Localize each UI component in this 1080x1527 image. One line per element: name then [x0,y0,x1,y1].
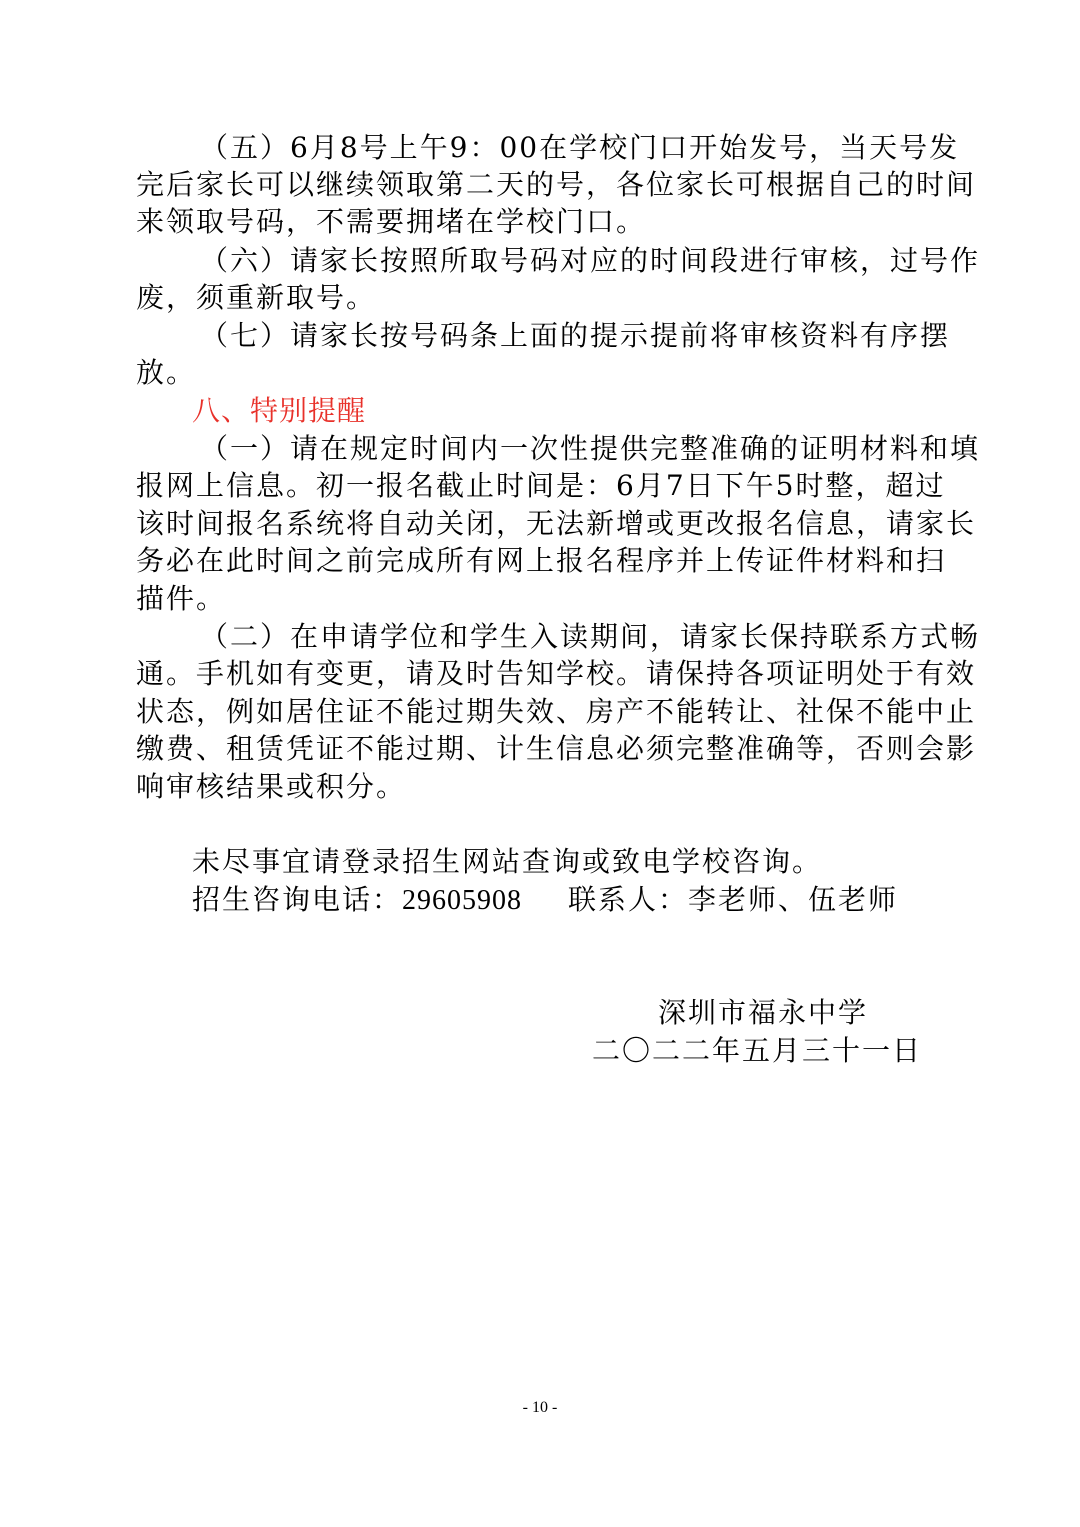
item2-line5: 响审核结果或积分。 [136,770,407,803]
para6-line1: （六）请家长按照所取号码对应的时间段进行审核，过号作 [200,244,981,277]
para5-line3: 来领取号码，不需要拥堵在学校门口。 [136,205,647,238]
signature-date: 二〇二二年五月三十一日 [592,1034,923,1067]
closing-note: 未尽事宜请登录招生网站查询或致电学校咨询。 [192,845,823,878]
item2-line1: （二）在申请学位和学生入读期间，请家长保持联系方式畅 [200,620,981,653]
contact-names: 李老师、伍老师 [688,883,899,916]
item2-line2: 通。手机如有变更，请及时告知学校。请保持各项证明处于有效 [136,657,977,690]
item1-line2: 报网上信息。初一报名截止时间是：6月7日下午5时整，超过 [136,469,946,502]
section-heading: 八、特别提醒 [192,394,367,427]
para5-line1: （五）6月8号上午9：00在学校门口开始发号，当天号发 [200,131,960,164]
contact-line [192,882,898,919]
contact-label: 联系人： [568,883,689,916]
para7-line2: 放。 [136,356,197,389]
item1-line1: （一）请在规定时间内一次性提供完整准确的证明材料和填 [200,432,981,465]
phone-label: 招生咨询电话： [192,883,403,916]
item1-line5: 描件。 [136,582,227,615]
phone-number: 29605908 [402,885,523,916]
item1-line4: 务必在此时间之前完成所有网上报名程序并上传证件材料和扫 [136,544,947,577]
para5-line2: 完后家长可以继续领取第二天的号，各位家长可根据自己的时间 [136,168,977,201]
item1-line3: 该时间报名系统将自动关闭，无法新增或更改报名信息，请家长 [136,507,977,540]
para7-line1: （七）请家长按号码条上面的提示提前将审核资料有序摆 [200,319,951,352]
item2-line3: 状态，例如居住证不能过期失效、房产不能转让、社保不能中止 [136,695,977,728]
para6-line2: 废，须重新取号。 [136,281,377,314]
item2-line4: 缴费、租赁凭证不能过期、计生信息必须完整准确等，否则会影 [136,732,977,765]
signature-org: 深圳市福永中学 [658,996,869,1029]
page-number: - 10 - [522,1399,558,1416]
